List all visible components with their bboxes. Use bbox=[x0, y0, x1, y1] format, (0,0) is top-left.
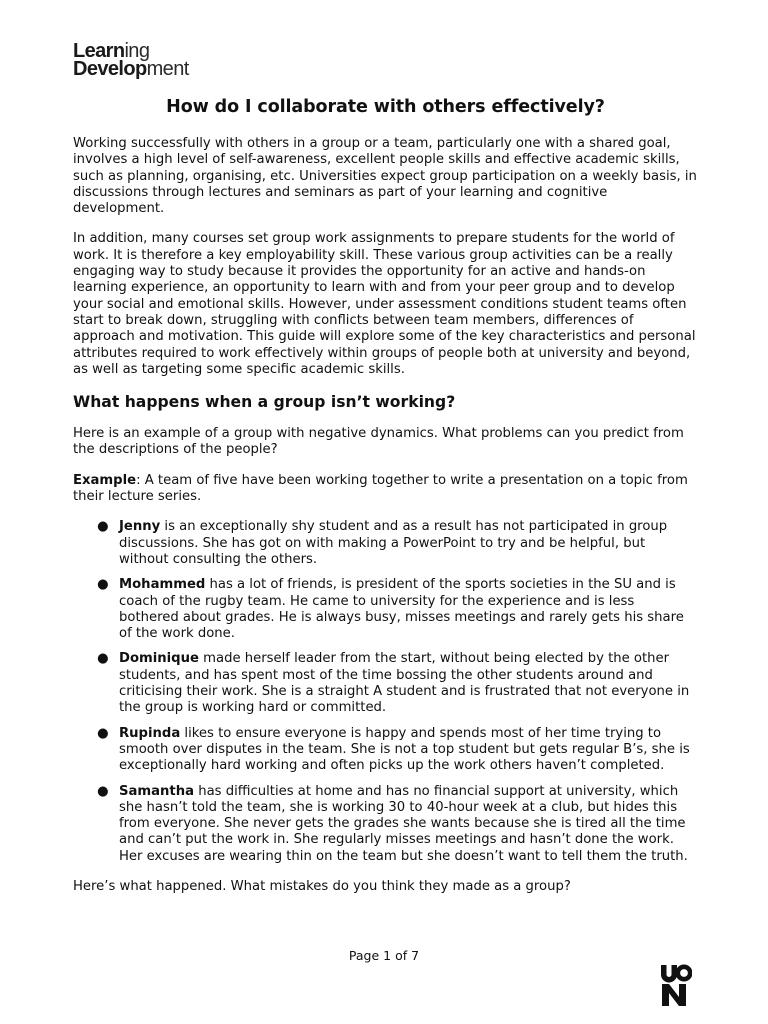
bullet-icon: ● bbox=[97, 577, 109, 593]
document-title: How do I collaborate with others effectively? bbox=[166, 97, 605, 117]
bullet-icon: ● bbox=[97, 519, 109, 535]
person-name: Samantha bbox=[119, 783, 195, 799]
intro-paragraph-2: In addition, many courses set group work assignments to prepare students for the world of work. It is therefore a key employability skill. These various group activities can be a really engaging way to study because it provides the opportunity for an active and hands-on learning experience, an opportunity to learn with and from your peer group and to develop your social and emotional skills. However, under assessment conditions student teams often start to break down, struggling with conflicts between team members, differences of approach and motivation. This guide will explore some of the key characteristics and personal attributes required to work effectively within groups of people both at university and beyond, as well as targeting some specific academic skills. bbox=[73, 231, 696, 377]
bullet-icon: ● bbox=[97, 725, 109, 741]
bullet-icon: ● bbox=[97, 783, 109, 799]
list-item-dominique bbox=[97, 651, 698, 716]
page-number: Page 1 of 7 bbox=[348, 948, 420, 963]
closing-paragraph: Here’s what happened. What mistakes do you think they made as a group? bbox=[73, 878, 571, 894]
section-heading: What happens when a group isn’t working? bbox=[73, 393, 456, 412]
example-text: : A team of five have been working together to write a presentation on a topic from their lecture series. bbox=[73, 472, 688, 505]
section-intro: Here is an example of a group with negative dynamics. What problems can you predict from the descriptions of the people? bbox=[73, 426, 684, 458]
learning-development-logo bbox=[73, 42, 189, 78]
list-item-rupinda bbox=[97, 725, 698, 775]
person-description: is an exceptionally shy student and as a result has not participated in group discussions. She has got on with making a PowerPoint to try and be helpful, but without consulting the others. bbox=[119, 519, 668, 567]
example-label: Example bbox=[73, 472, 137, 488]
person-description: likes to ensure everyone is happy and spends most of her time trying to smooth over disputes in the team. She is not a top student but gets regular B’s, she is exceptionally hard working and often picks up the work others haven’t completed. bbox=[119, 725, 690, 774]
list-item-mohammed bbox=[97, 577, 698, 642]
document-body bbox=[73, 96, 698, 909]
person-name: Rupinda bbox=[119, 725, 181, 741]
uon-logo-icon bbox=[660, 964, 692, 1008]
person-name: Jenny bbox=[119, 519, 161, 535]
list-item-jenny bbox=[97, 519, 698, 568]
intro-paragraph-1: Working successfully with others in a group or a team, particularly one with a shared goal, involves a high level of self-awareness, excellent people skills and effective academic skills, such as planning, organising, etc. Universities expect group participation on a weekly basis, in discussions through lectures and seminars as part of your learning and cognitive development. bbox=[73, 136, 697, 217]
person-name: Dominique bbox=[119, 651, 199, 667]
logo-line-1: Learning bbox=[73, 40, 150, 62]
person-name: Mohammed bbox=[119, 577, 206, 593]
bullet-icon: ● bbox=[97, 651, 109, 667]
person-description: has a lot of friends, is president of the sports societies in the SU and is coach of the rugby team. He came to university for the experience and is less bothered about grades. He is always busy, misses meetings and rarely gets his share of the work done. bbox=[119, 577, 684, 642]
list-item-samantha bbox=[97, 783, 698, 865]
person-description: has difficulties at home and has no financial support at university, which she hasn’t told the team, she is working 30 to 40-hour week at a club, but hides this from everyone. She never gets the grades she wants because she is tired all the time and can’t put the work in. She regularly misses meetings and hasn’t done the work. Her excuses are wearing thin on the team but she doesn’t want to tell them the truth. bbox=[119, 783, 688, 864]
people-list bbox=[73, 519, 698, 865]
example-paragraph bbox=[73, 473, 698, 506]
logo-line-2: Development bbox=[73, 58, 189, 80]
person-description: made herself leader from the start, without being elected by the other students, and has spent most of the time bossing the other students around and criticising their work. She is a straight A student and is frustrated that not everyone in the group is working hard or committed. bbox=[119, 651, 690, 716]
